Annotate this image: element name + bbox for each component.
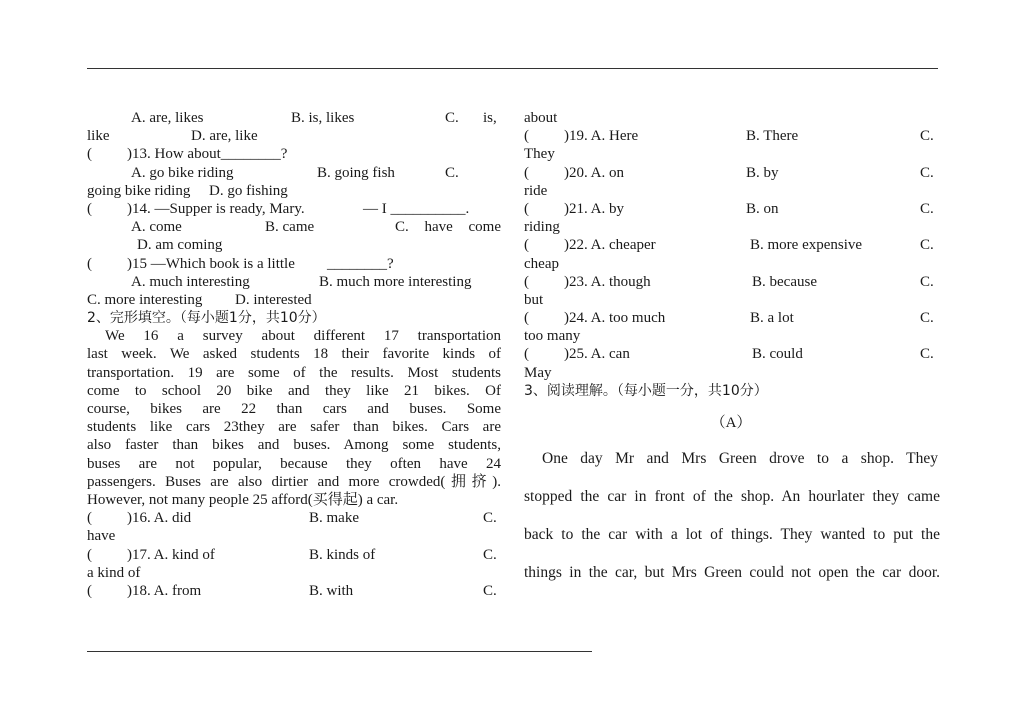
q20-option-c-text: ride: [524, 182, 548, 199]
q18-option-b: B. with: [309, 582, 354, 599]
q23-options-2: [524, 291, 938, 309]
section-title: 2、完形填空。（每小题1分，共10分）: [87, 310, 326, 327]
question-stem: )13. How about________?: [127, 146, 288, 163]
q13-option-b: B. going fish: [317, 164, 395, 181]
q24-option-c-text: too many: [524, 328, 581, 345]
q13-option-d: D. go fishing: [209, 182, 288, 199]
q20-option-b: B. by: [746, 164, 779, 181]
q15-option-a: A. much interesting: [131, 273, 250, 290]
passage-a-line-3: back to the car with a lot of things. They wanted to put the: [524, 526, 940, 543]
q14-option-c: C. have come: [395, 219, 501, 236]
q16-stem: [87, 509, 501, 527]
q18-option-c: C.: [483, 582, 497, 599]
q23-stem: [524, 273, 938, 291]
q15-options: [87, 273, 501, 291]
cloze-line-9: passengers. Buses are also dirtier and more crowded(拥挤).: [87, 473, 501, 490]
cloze-line-3: transportation. 19 are some of the results. Most students: [87, 364, 501, 381]
passage-a-line-4: things in the car, but Mrs Green could not open the car door.: [524, 564, 940, 581]
q14-options: [87, 218, 501, 236]
q13-options-2: [87, 182, 501, 200]
q17-stem: [87, 546, 501, 564]
q19-options-2: [524, 145, 938, 163]
question-stem: )21. A. by: [564, 200, 624, 217]
answer-bracket[interactable]: (: [87, 255, 92, 272]
question-stem: )25. A. can: [564, 346, 630, 363]
question-stem: )14. —Supper is ready, Mary.: [127, 200, 305, 217]
answer-bracket[interactable]: (: [524, 273, 529, 290]
answer-bracket[interactable]: (: [524, 310, 529, 327]
question-stem: )19. A. Here: [564, 128, 639, 145]
footer-rule: [87, 651, 592, 652]
q18-options-2: [524, 109, 938, 127]
passage-a-line-1: One day Mr and Mrs Green drove to a shop. They: [542, 450, 938, 467]
q23-option-c-text: but: [524, 291, 544, 308]
q16-option-c: C.: [483, 510, 497, 527]
cloze-line-7: also faster than bikes and buses. Among some students,: [87, 437, 501, 454]
left-column: [87, 109, 501, 600]
q13-stem: [87, 145, 501, 163]
passage-a-line-2: stopped the car in front of the shop. An hourlater they came: [524, 488, 940, 505]
cloze-line-1: We 16 a survey about different 17 transportation: [105, 328, 501, 345]
answer-bracket[interactable]: (: [524, 346, 529, 363]
question-stem: )22. A. cheaper: [564, 237, 656, 254]
q20-options-2: [524, 182, 938, 200]
q22-option-b: B. more expensive: [750, 237, 863, 254]
question-blank: ________?: [327, 255, 394, 272]
q22-option-c: C.: [920, 237, 934, 254]
answer-bracket[interactable]: (: [87, 200, 92, 217]
q19-option-c-text: They: [524, 146, 555, 163]
right-column: [524, 109, 938, 400]
cloze-line-8: buses are not popular, because they often have 24: [87, 455, 501, 472]
q13-option-c: C.: [445, 164, 459, 181]
section-3-heading: [524, 382, 938, 400]
q23-option-c: C.: [920, 273, 934, 290]
q21-options-2: [524, 218, 938, 236]
question-stem: )15 —Which book is a little: [127, 255, 295, 272]
q14-option-d: D. am coming: [137, 237, 223, 254]
question-stem: )16. A. did: [127, 510, 192, 527]
q19-option-b: B. There: [746, 128, 799, 145]
answer-bracket[interactable]: (: [87, 582, 92, 599]
q19-option-c: C.: [920, 128, 934, 145]
answer-bracket[interactable]: (: [524, 164, 529, 181]
q19-stem: [524, 127, 938, 145]
answer-bracket[interactable]: (: [87, 510, 92, 527]
q21-option-c: C.: [920, 200, 934, 217]
q12-option-b: B. is, likes: [291, 110, 355, 126]
q13-options: [87, 164, 501, 182]
q21-stem: [524, 200, 938, 218]
question-stem: )17. A. kind of: [127, 546, 215, 563]
passage-a-label: （A）: [710, 415, 752, 431]
cloze-line-4: come to school 20 bike and they like 21 bikes. Of: [87, 382, 501, 399]
q17-option-c-text: a kind of: [87, 564, 141, 581]
q25-options-2: [524, 364, 938, 382]
cloze-line-10: However, not many people 25 afford(买得起) a car.: [87, 491, 399, 508]
q17-option-b: B. kinds of: [309, 546, 376, 563]
q16-options-2: [87, 527, 501, 545]
q12-options: [87, 109, 501, 127]
q24-option-c: C.: [920, 310, 934, 327]
q15-options-2: [87, 291, 501, 309]
q24-stem: [524, 309, 938, 327]
answer-bracket[interactable]: (: [87, 546, 92, 563]
answer-bracket[interactable]: (: [524, 128, 529, 145]
q22-option-c-text: cheap: [524, 255, 559, 272]
q20-option-c: C.: [920, 164, 934, 181]
answer-bracket[interactable]: (: [87, 146, 92, 163]
q16-option-c-text: have: [87, 528, 116, 545]
header-rule: [87, 68, 938, 69]
q12-option-c: C.: [445, 110, 459, 126]
q20-stem: [524, 164, 938, 182]
section-title: 3、阅读理解。（每小题一分，共10分）: [524, 382, 768, 399]
q14-option-a: A. come: [131, 219, 182, 236]
q24-option-b: B. a lot: [750, 310, 794, 327]
q23-option-b: B. because: [752, 273, 817, 290]
q17-option-c: C.: [483, 546, 497, 563]
q15-option-b: B. much more interesting: [319, 273, 472, 290]
q14-stem: [87, 200, 501, 218]
q12-options-2: [87, 127, 501, 145]
q22-options-2: [524, 255, 938, 273]
q13-option-c-text: going bike riding: [87, 182, 191, 199]
question-reply: — I __________.: [363, 200, 470, 217]
cloze-line-6: students like cars 23they are safer than bikes. Cars are: [87, 419, 501, 436]
q15-stem: [87, 255, 501, 273]
q16-option-b: B. make: [309, 510, 359, 527]
q21-option-b: B. on: [746, 200, 779, 217]
q18-stem: [87, 582, 501, 600]
q24-options-2: [524, 327, 938, 345]
question-stem: )24. A. too much: [564, 310, 666, 327]
q12-option-a: A. are, likes: [131, 110, 204, 126]
cloze-line-5: course, bikes are 22 than cars and buses. Some: [87, 401, 501, 417]
answer-bracket[interactable]: (: [524, 237, 529, 254]
cloze-line-2: last week. We asked students 18 their favorite kinds of: [87, 346, 501, 363]
q17-options-2: [87, 564, 501, 582]
q18-option-c-text: about: [524, 110, 558, 126]
q15-option-c: C. more interesting: [87, 291, 203, 308]
q14-options-2: [87, 236, 501, 254]
q25-option-c-text: May: [524, 364, 552, 381]
q12-option-c-text: is,: [483, 110, 497, 126]
question-stem: )23. A. though: [564, 273, 651, 290]
q22-stem: [524, 236, 938, 254]
q15-option-d: D. interested: [235, 291, 312, 308]
q25-option-c: C.: [920, 346, 934, 363]
q25-option-b: B. could: [752, 346, 803, 363]
answer-bracket[interactable]: (: [524, 200, 529, 217]
section-2-heading: [87, 309, 501, 327]
q13-option-a: A. go bike riding: [131, 164, 234, 181]
q12-option-c-cont: like: [87, 128, 110, 145]
q12-option-d: D. are, like: [191, 128, 258, 145]
q21-option-c-text: riding: [524, 219, 560, 236]
question-stem: )20. A. on: [564, 164, 624, 181]
q14-option-b: B. came: [265, 219, 315, 236]
q25-stem: [524, 345, 938, 363]
question-stem: )18. A. from: [127, 582, 202, 599]
